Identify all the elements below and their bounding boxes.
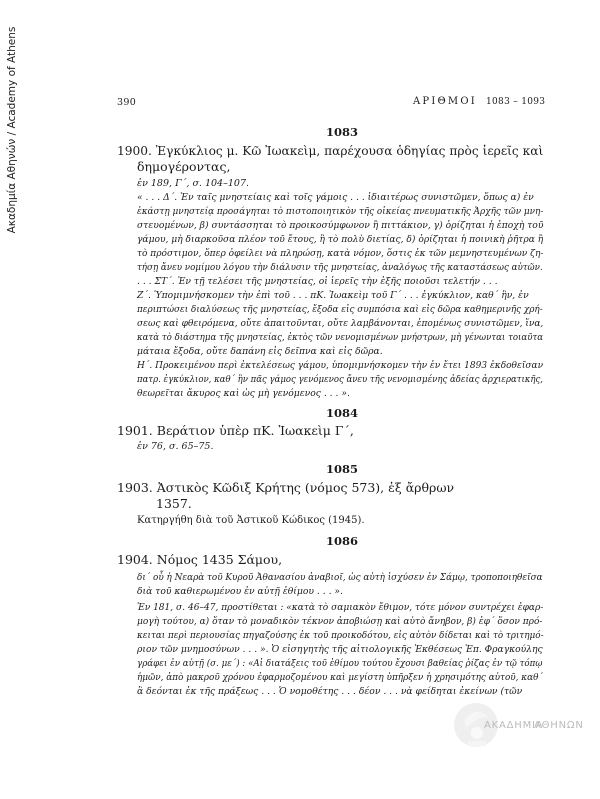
text-line: Η΄. Προκειμένου περὶ ἐκτελέσεως γάμου, ὑπομιμνήσκομεν τὴν ἐν ἔτει 1893 ἐκδοθεῖσαν bbox=[137, 360, 544, 371]
archive-side-label-text: Ακαδημία Αθηνών / Academy of Athens bbox=[6, 26, 18, 234]
text-line: μογὴ τούτου, α) ὅταν τὸ μοναδικὸν τέκνον ἀποβιώσῃ καὶ αὐτὸ ἄνηβον, β) ἐφ΄ ὅσον πρό- bbox=[137, 616, 543, 627]
entry-heading-cont: δημογέροντας, bbox=[137, 159, 231, 174]
text-line: ἃ δεόνται ἐκ τῆς πράξεως . . . Ὁ νομοθέτης . . . δέον . . . νὰ φείδηται ἐκείνων (τῶν bbox=[137, 686, 523, 697]
text-line: πατρ. ἐγκύκλιον, καθ΄ ἣν πᾶς γάμος γενόμενος ἄνευ τῆς νενομισμένης ἀδείας ἀρχιερατικῆς, bbox=[137, 374, 544, 385]
entry-citation: ἐν 189, Γ΄, σ. 104–107. bbox=[137, 178, 250, 189]
text-line: ἑκάστῃ μνηστείᾳ προσάγηται τὸ πιστοποιητικὸν τῆς οἰκείας πνευματικῆς Ἀρχῆς τῶν μνη- bbox=[137, 206, 544, 217]
section-number: 1084 bbox=[325, 406, 358, 420]
text-line: μάταια ἔξοδα, οὔτε δαπάνη εἰς δεῖπνα καὶ εἰς δῶρα. bbox=[137, 346, 383, 357]
text-line: « . . . Δ΄. Ἐν ταῖς μνηστείαις καὶ τοῖς γάμοις . . . ἰδιαιτέρως συνιστῶμεν, ὅπως α) ἐν bbox=[137, 192, 534, 203]
text-line: γράφει ἐν αὐτῇ (σ. με΄) : «Αἱ διατάξεις τοῦ ἐθίμου τούτου ἔχουσι βαθείας ῥίζας ἐν τῷ τόπῳ bbox=[137, 658, 543, 669]
running-head-range: 1083 – 1093 bbox=[486, 97, 546, 107]
entry-heading: 1900. Ἐγκύκλιος μ. Κῶ Ἰωακεὶμ, παρέχουσα ὁδηγίας πρὸς ἱερεῖς καὶ bbox=[117, 143, 544, 158]
text-line: διὰ τοῦ καθιερωμένου ἐν αὐτῇ ἐθίμου . . . ». bbox=[137, 586, 343, 597]
entry-heading: 1903. Ἀστικὸς Κῶδιξ Κρήτης (νόμος 573), ἐξ ἄρθρων bbox=[117, 480, 455, 495]
text-line: στευομένων, β) συντάσσηται τὸ προικοσύμφωνον ἢ πιττάκιον, γ) ὁρίζηται ἡ ἐποχὴ τοῦ bbox=[137, 220, 544, 231]
text-line: ἡμῶν, ἀπὸ μακροῦ χρόνου ἐφαρμοζομένου καὶ μεγίστη ὑπῆρξεν ἡ χρησιμότης αὐτοῦ, καθ΄ bbox=[137, 672, 543, 683]
text-line: γάμου, μὴ διαρκοῦσα πλέον τοῦ ἔτους, ἢ τὸ πολὺ διετίας, δ) ὁρίζηται ἡ ποινικὴ ῥῆτρα ἢ bbox=[137, 234, 544, 245]
text-line: Ζ΄. Ὑπομιμνήσκομεν τὴν ἐπὶ τοῦ . . . πΚ. Ἰωακεὶμ τοῦ Γ΄ . . . ἐγκύκλιον, καθ΄ ἣν, ἐν bbox=[137, 290, 529, 301]
text-line: τήσῃ ἄνευ νομίμου λόγου τὴν διάλυσιν τῆς μνηστείας, ἀναλόγως τῆς καταστάσεως αὐτῶν. bbox=[137, 262, 543, 273]
text-line: περιπτώσει διαλύσεως τῆς μνηστείας, ἔξοδα εἰς συμπόσια καὶ εἰς δῶρα καθημερινῆς χρή- bbox=[137, 304, 543, 315]
text-line: κατὰ τὸ διάστημα τῆς μνηστείας, ἐκτὸς τῶν νενομισμένων μνήστρων, μὴ γένωνται τοιαῦτα bbox=[137, 332, 544, 343]
entry-heading-cont: 1357. bbox=[156, 496, 192, 511]
section-number: 1085 bbox=[325, 462, 358, 476]
entry-heading: 1904. Νόμος 1435 Σάμου, bbox=[117, 552, 283, 567]
running-head-title: ΑΡΙΘΜΟΙ bbox=[413, 96, 477, 107]
text-line: τὸ πρόστιμον, ὅπερ ὀφείλει νὰ πληρώσῃ, κατὰ νόμον, ὅστις ἐκ τῶν μεμνηστευμένων ζη- bbox=[137, 248, 544, 259]
text-line: σεως καὶ φθειρόμενα, οὔτε ἀπαιτοῦνται, οὔτε λαμβάνονται, ἐπομένως συνιστῶμεν, ἵνα, bbox=[137, 318, 544, 329]
entry-note: Κατηργήθη διὰ τοῦ Ἀστικοῦ Κώδικος (1945). bbox=[137, 515, 365, 526]
watermark-word-left: ΑΚΑΔΗΜΙΑ bbox=[484, 720, 544, 731]
text-line: . . . ΣΤ΄. Ἐν τῇ τελέσει τῆς μνηστείας, οἱ ἱερεῖς τὴν ἑξῆς ποιοῦσι τελετήν . . . bbox=[137, 276, 498, 287]
entry-citation: ἐν 76, σ. 65–75. bbox=[137, 441, 214, 452]
text-line: δι΄ οὗ ἡ Νεαρὰ τοῦ Κυροῦ Ἀθανασίου ἀναβιοῖ, ὡς αὐτὴ ἰσχύσεν ἐν Σάμῳ, τροποποιηθεῖσα bbox=[137, 572, 543, 583]
text-line: ριον τῶν μνημοσύνων . . . ». Ὁ εἰσηγητὴς τῆς αἰτιολογικῆς Ἐκθέσεως Ἐπ. Φραγκούλης bbox=[137, 644, 543, 655]
watermark-word-right: ΑΘΗΝΩΝ bbox=[534, 720, 584, 731]
entry-heading: 1901. Βεράτιον ὑπὲρ πΚ. Ἰωακεὶμ Γ΄, bbox=[117, 423, 354, 438]
text-line: θεωρεῖται ἄκυρος καὶ ὡς μὴ γενόμενος . . . ». bbox=[137, 388, 350, 399]
text-line: κειται περὶ περιουσίας πηγαζούσης ἐκ τοῦ προικοδότου, εἰς αὐτὸν δίδεται καὶ τὸ τριτημό- bbox=[137, 630, 544, 641]
text-line: Ἐν 181, σ. 46–47, προστίθεται : «κατὰ τὸ σαμιακὸν ἔθιμον, τότε μόνον συντρέχει ἐφαρ- bbox=[137, 602, 544, 613]
section-number: 1086 bbox=[325, 534, 358, 548]
section-number: 1083 bbox=[325, 125, 358, 139]
page-number: 390 bbox=[117, 97, 137, 108]
